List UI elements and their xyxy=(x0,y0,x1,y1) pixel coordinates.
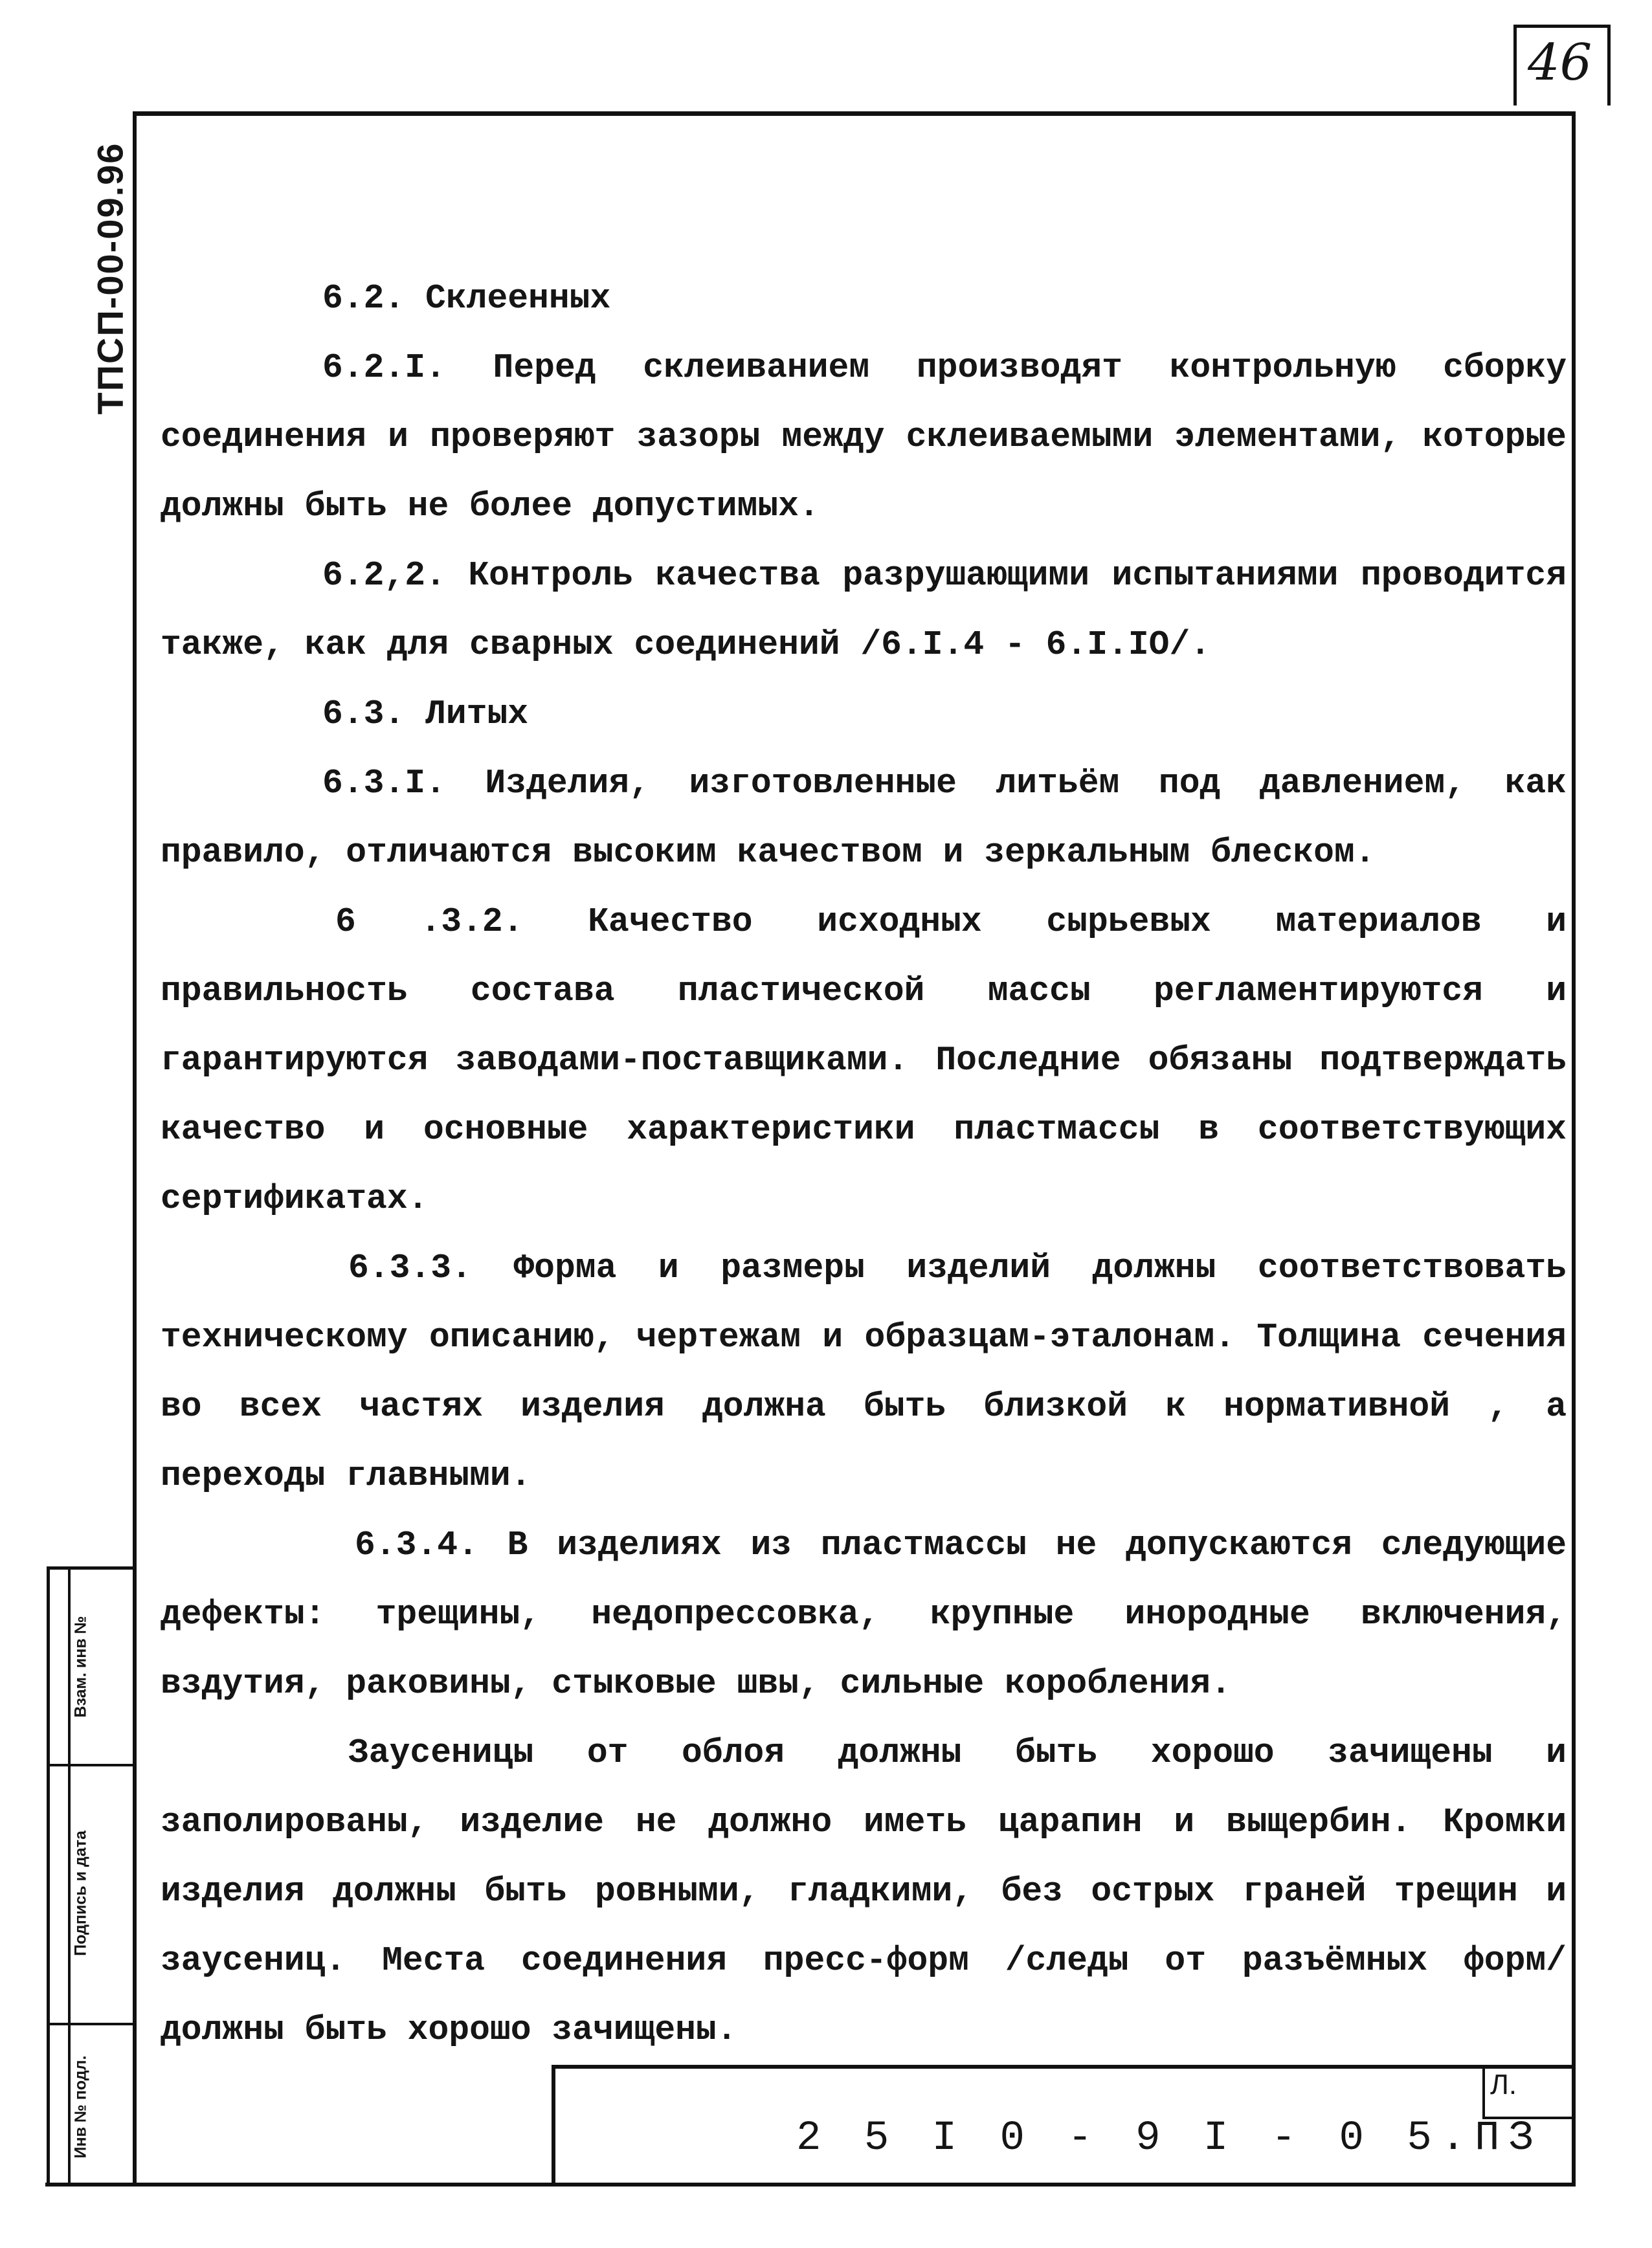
stamp-divider xyxy=(50,2023,136,2025)
paragraph: 6 .3.2. Качество исходных сырьевых материалов и правильность состава пластической массы регламентируются и гарантируются заводами-поставщиками. Последние обязаны подтверждать качество и основные характеристики пластмассы в соответствующих сертификатах. xyxy=(161,902,1567,1218)
frame-right-line xyxy=(1572,111,1576,2183)
section-heading: 6.2. Склеенных xyxy=(322,279,611,318)
stamp-label-podpis-data: Подпись и дата xyxy=(71,1831,90,1956)
paragraph: 6.3.I. Изделия, изготовленные литьём под давлением, как правило, отличаются высоким качеством и зеркальным блеском. xyxy=(161,764,1567,872)
paragraph: 6.2,2. Контроль качества разрушающими испытаниями проводится также, как для сварных соединений /6.I.4 - 6.I.IO/. xyxy=(161,556,1567,664)
margin-stamp xyxy=(47,1566,136,2186)
stamp-label-vzam-inv: Взам. инв № xyxy=(71,1616,90,1718)
stamp-divider-vertical xyxy=(68,1570,71,2186)
document-code: 2 5 I 0 - 9 I - 0 5.ПЗ xyxy=(796,2115,1543,2162)
stamp-divider xyxy=(50,1764,136,1766)
sheet-label: Л. xyxy=(1490,2069,1517,2100)
page-number: 46 xyxy=(1528,34,1592,92)
paragraph: 6.3.3. Форма и размеры изделий должны соответствовать техническому описанию, чертежам и образцам-эталонам. Толщина сечения во всех частях изделия должна быть близкой к нормативной , а переходы главными. xyxy=(161,1249,1567,1495)
paragraph: 6.2.I. Перед склеиванием производят контрольную сборку соединения и проверяют зазоры между склеиваемыми элементами, которые должны быть не более допустимых. xyxy=(161,348,1567,526)
frame-top-line xyxy=(133,111,1575,116)
paragraph: Заусеницы от облоя должны быть хорошо зачищены и заполированы, изделие не должно иметь царапин и выщербин. Кромки изделия должны быть ровными, гладкими, без острых граней трещин и заусениц. Места соединения пресс-форм /следы от разъёмных форм/ должны быть хорошо зачищены. xyxy=(161,1733,1567,2049)
side-document-code: ТПСП-00-09.96 xyxy=(89,142,131,415)
document-body xyxy=(161,264,1567,2065)
stamp-label-inv-podl: Инв № подл. xyxy=(71,2055,90,2159)
section-heading: 6.3. Литых xyxy=(322,695,529,733)
paragraph: 6.3.4. В изделиях из пластмассы не допускаются следующие дефекты: трещины, недопрессовка, крупные инородные включения, вздутия, раковины, стыковые швы, сильные коробления. xyxy=(161,1526,1567,1703)
